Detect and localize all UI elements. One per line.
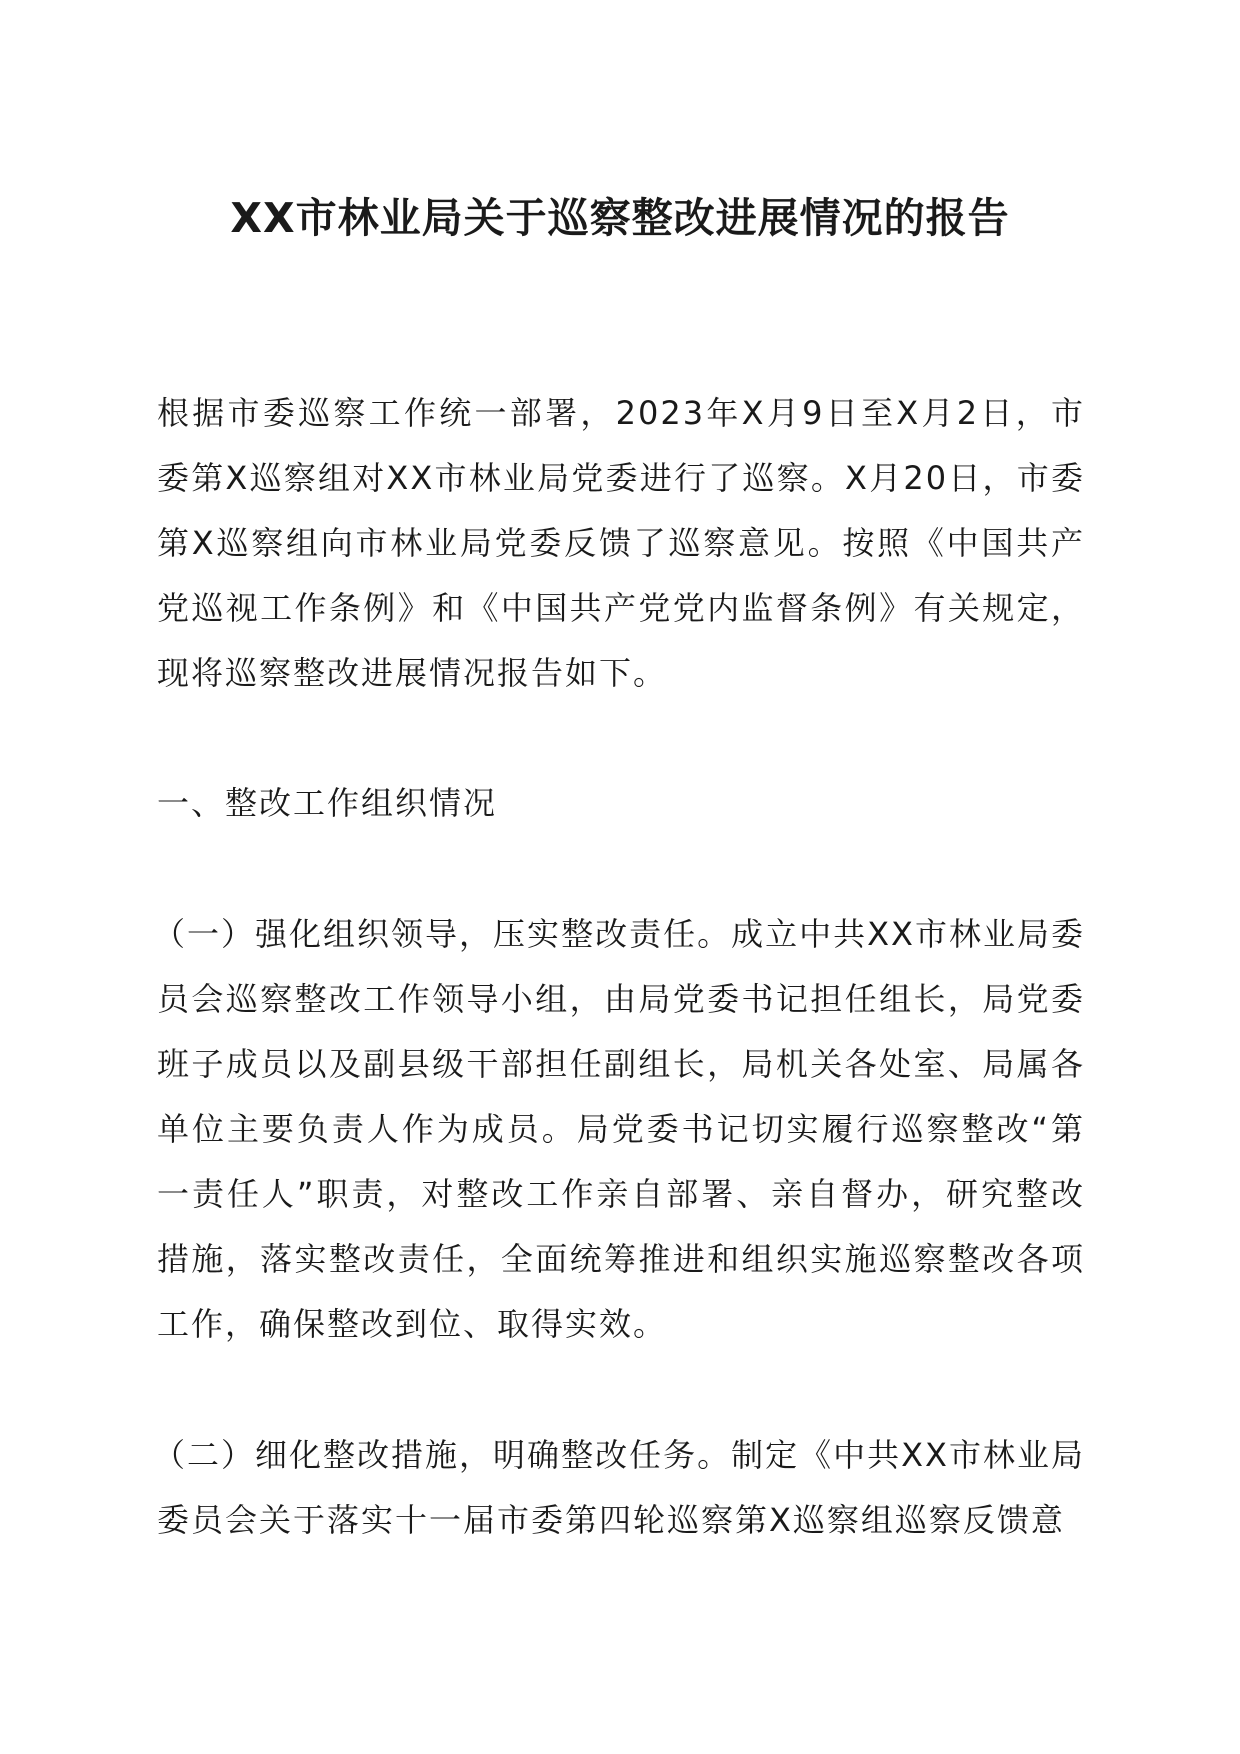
item-paragraph-1: （一）强化组织领导，压实整改责任。成立中共XX市林业局委员会巡察整改工作领导小组，由局党委书记担任组长，局党委班子成员以及副县级干部担任副组长，局机关各处室、局属各单位主要负责人作为成员。局党委书记切实履行巡察整改“第一责任人”职责，对整改工作亲自部署、亲自督办，研究整改措施，落实整改责任，全面统筹推进和组织实施巡察整改各项工作，确保整改到位、取得实效。 xyxy=(153,915,1085,1343)
document-body xyxy=(153,381,1085,1553)
item-paragraph-2: （二）细化整改措施，明确整改任务。制定《中共XX市林业局委员会关于落实十一届市委第四轮巡察第X巡察组巡察反馈意 xyxy=(153,1436,1085,1539)
section-heading: 一、整改工作组织情况 xyxy=(157,784,498,822)
document-title: XX市林业局关于巡察整改进展情况的报告 xyxy=(230,194,1010,242)
intro-paragraph: 根据市委巡察工作统一部署，2023年X月9日至X月2日，市委第X巡察组对XX市林业局党委进行了巡察。X月20日，市委第X巡察组向市林业局党委反馈了巡察意见。按照《中国共产党巡视工作条例》和《中国共产党党内监督条例》有关规定，现将巡察整改进展情况报告如下。 xyxy=(157,394,1085,692)
